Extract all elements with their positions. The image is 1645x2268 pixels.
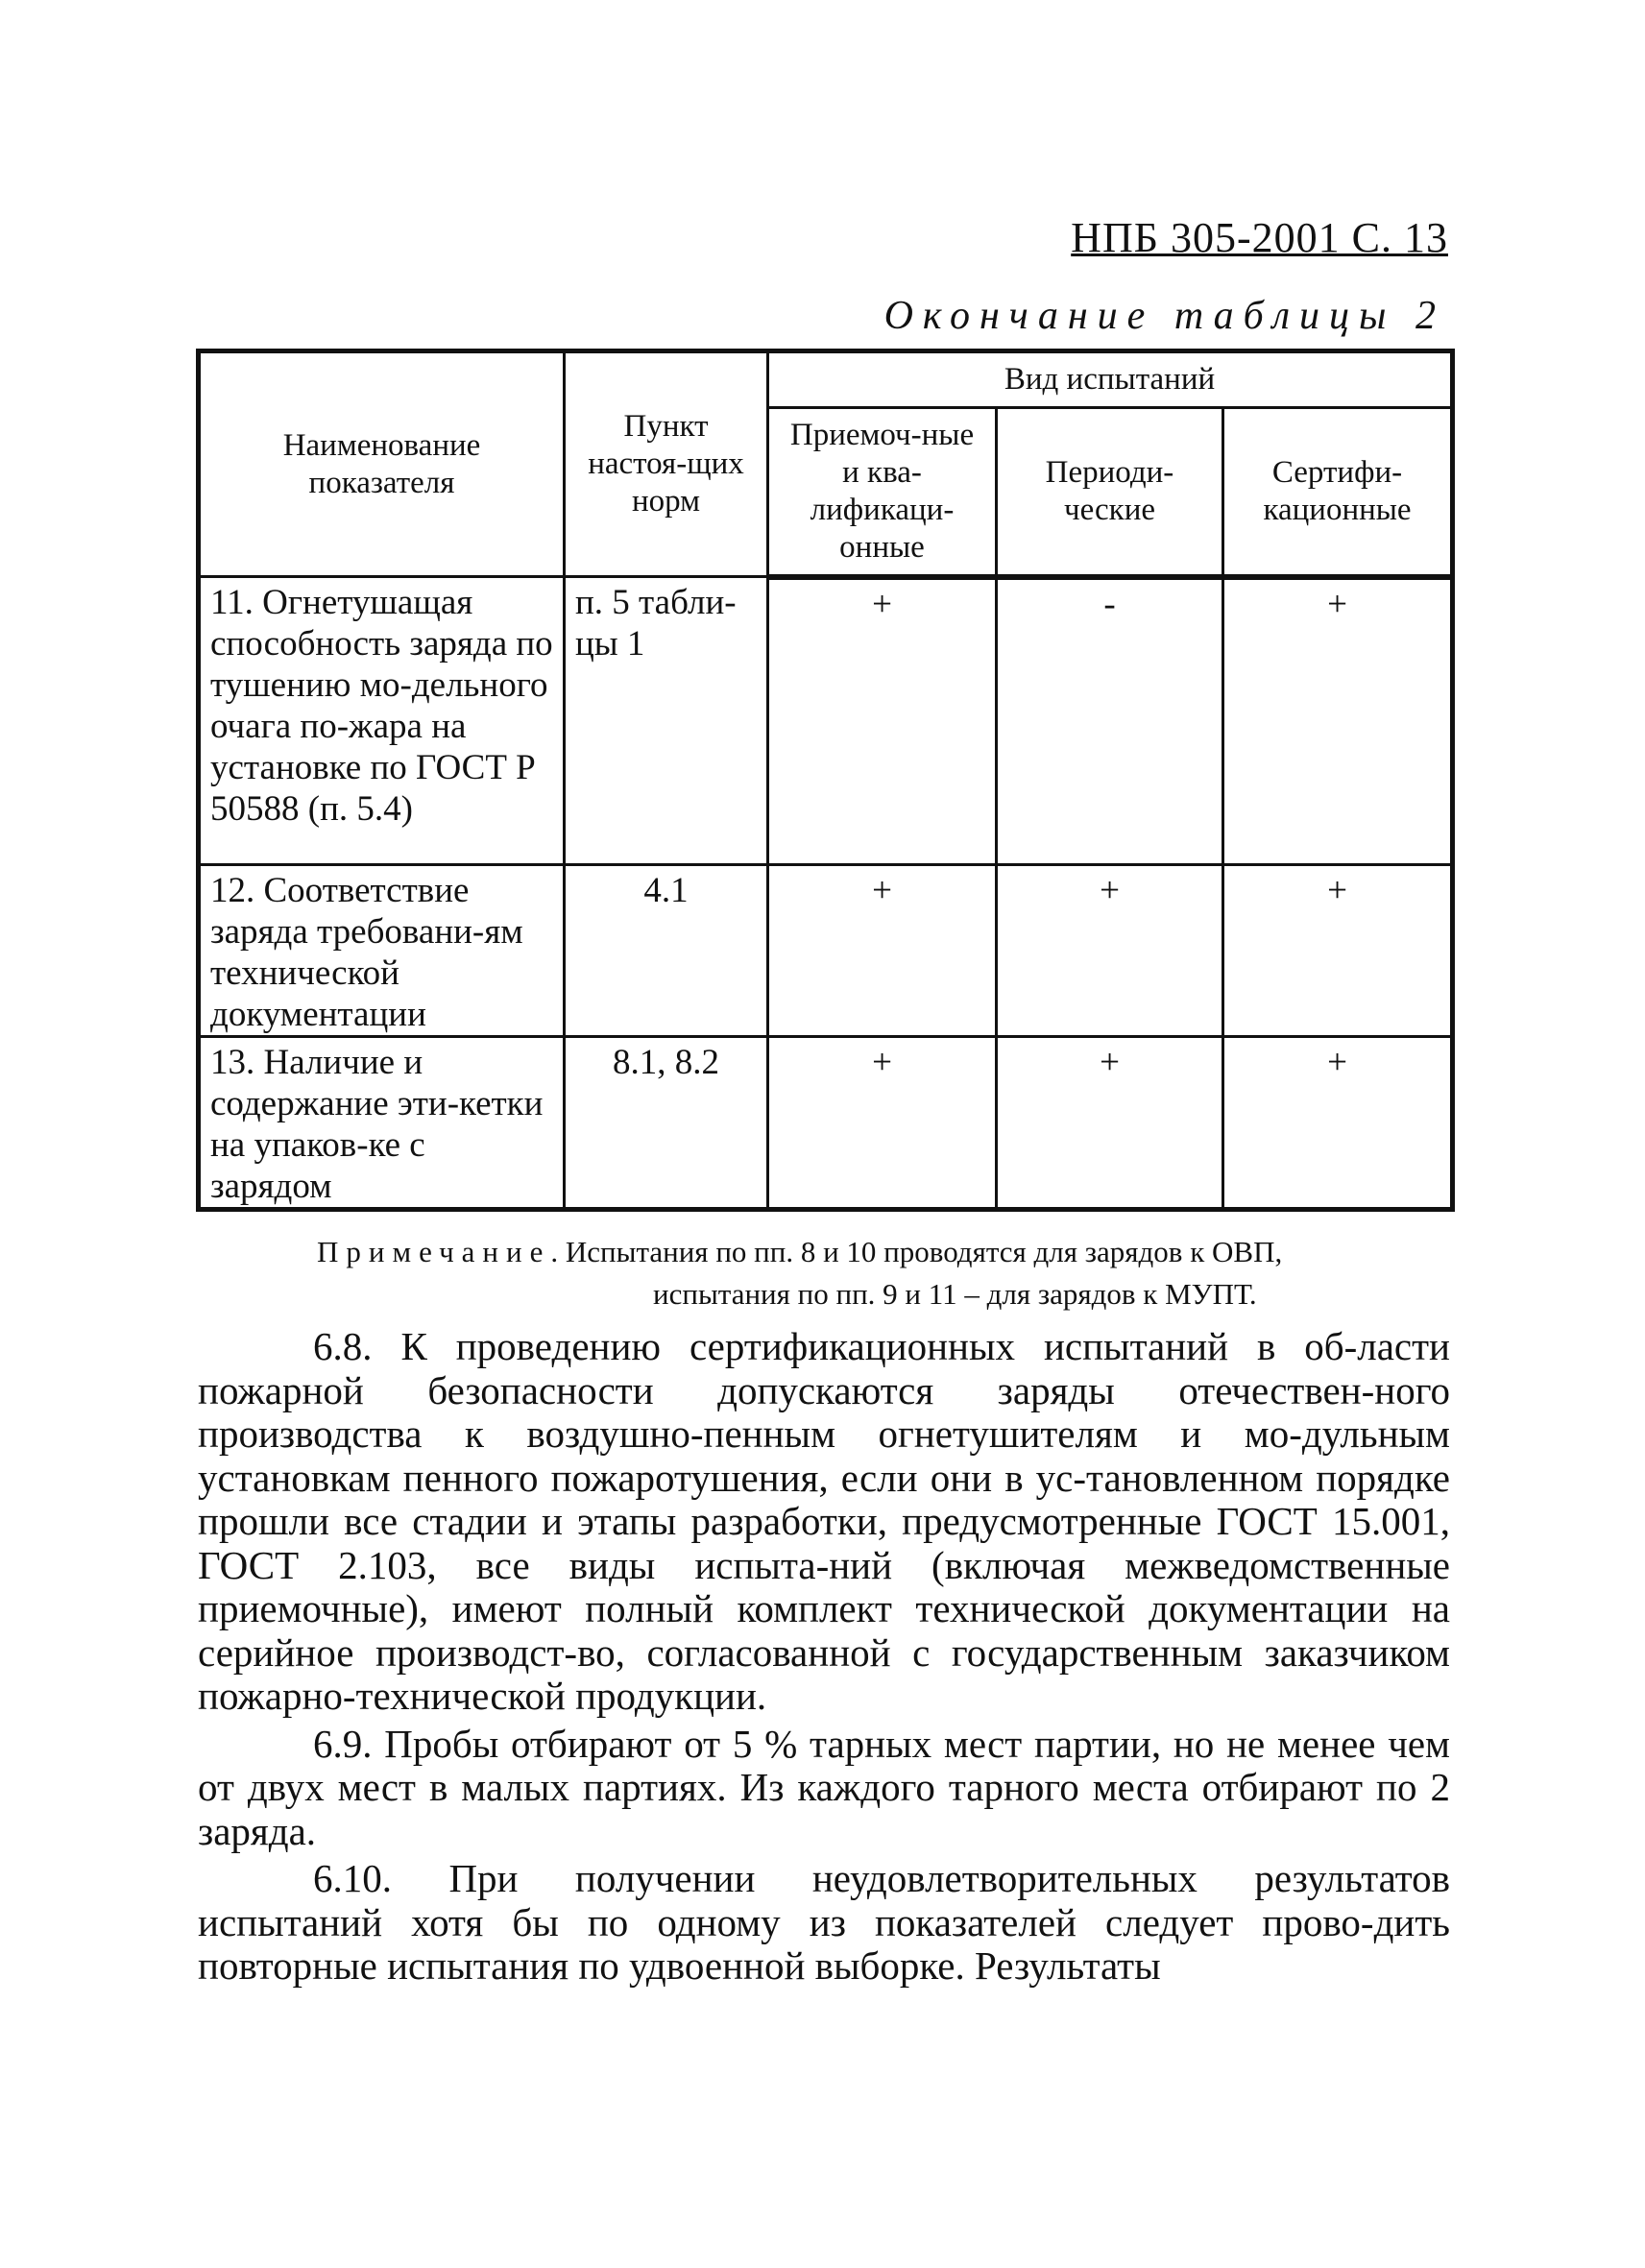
table-caption: Окончание таблицы 2: [883, 294, 1445, 338]
table-note: [317, 1231, 1450, 1315]
row-clause: 8.1, 8.2: [565, 1037, 768, 1209]
col-header-periodic: Периоди-ческие: [997, 408, 1223, 577]
note-line-1: . Испытания по пп. 8 и 10 проводятся для зарядов к ОВП,: [550, 1235, 1283, 1268]
paragraph-6-10: 6.10. При получении неудовлетворительных результатов испытаний хотя бы по одному из показателей следует прово-дить повторные испытания по удвоенной выборке. Результаты: [198, 1856, 1450, 1988]
page-header: НПБ 305-2001 С. 13: [1071, 214, 1448, 261]
row-certification: +: [1223, 577, 1452, 865]
col-header-certification: Сертифи-кационные: [1223, 408, 1452, 577]
row-certification: +: [1223, 1037, 1452, 1209]
norms-table: [198, 350, 1453, 1210]
table-row: [200, 865, 1452, 1037]
col-header-test-type: Вид испытаний: [768, 352, 1452, 408]
row-acceptance: +: [768, 577, 997, 865]
col-header-acceptance: Приемоч-ные и ква-лификаци-онные: [768, 408, 997, 577]
col-header-clause: Пункт настоя-щих норм: [565, 352, 768, 577]
row-acceptance: +: [768, 865, 997, 1037]
row-name: 13. Наличие и содержание эти-кетки на упаков-ке с зарядом: [200, 1037, 565, 1209]
note-label: Примечание: [317, 1235, 551, 1268]
note-line-2: испытания по пп. 9 и 11 – для зарядов к МУПТ.: [653, 1277, 1257, 1311]
row-periodic: +: [997, 865, 1223, 1037]
paragraph-6-9: 6.9. Пробы отбирают от 5 % тарных мест партии, но не менее чем от двух мест в малых партиях. Из каждого тарного места отбирают по 2 заряда.: [198, 1721, 1450, 1853]
row-name: 11. Огнетушащая способность заряда по тушению мо-дельного очага по-жара на установке по ГОСТ Р 50588 (п. 5.4): [200, 577, 565, 865]
row-acceptance: +: [768, 1037, 997, 1209]
row-certification: +: [1223, 865, 1452, 1037]
paragraph-6-8: 6.8. К проведению сертификационных испытаний в об-ласти пожарной безопасности допускаются заряды отечествен-ного производства к воздушно-пенным огнетушителям и мо-дульным установкам пенного пожаротушения, если они в ус-тановленном порядке прошли все стадии и этапы разработки, предусмотренные ГОСТ 15.001, ГОСТ 2.103, все виды испыта-ний (включая межведомственные приемочные), имеют полный комплект технической документации на серийное производст-во, согласованной с государственным заказчиком пожарно-технической продукции.: [198, 1324, 1450, 1718]
row-periodic: +: [997, 1037, 1223, 1209]
row-periodic: -: [997, 577, 1223, 865]
row-name: 12. Соответствие заряда требовани-ям технической документации: [200, 865, 565, 1037]
body-text: [198, 1325, 1450, 1992]
table-row: [200, 1037, 1452, 1209]
col-header-name: Наименование показателя: [200, 352, 565, 577]
row-clause: 4.1: [565, 865, 768, 1037]
row-clause: п. 5 табли-цы 1: [565, 577, 768, 865]
table-row: [200, 577, 1452, 865]
